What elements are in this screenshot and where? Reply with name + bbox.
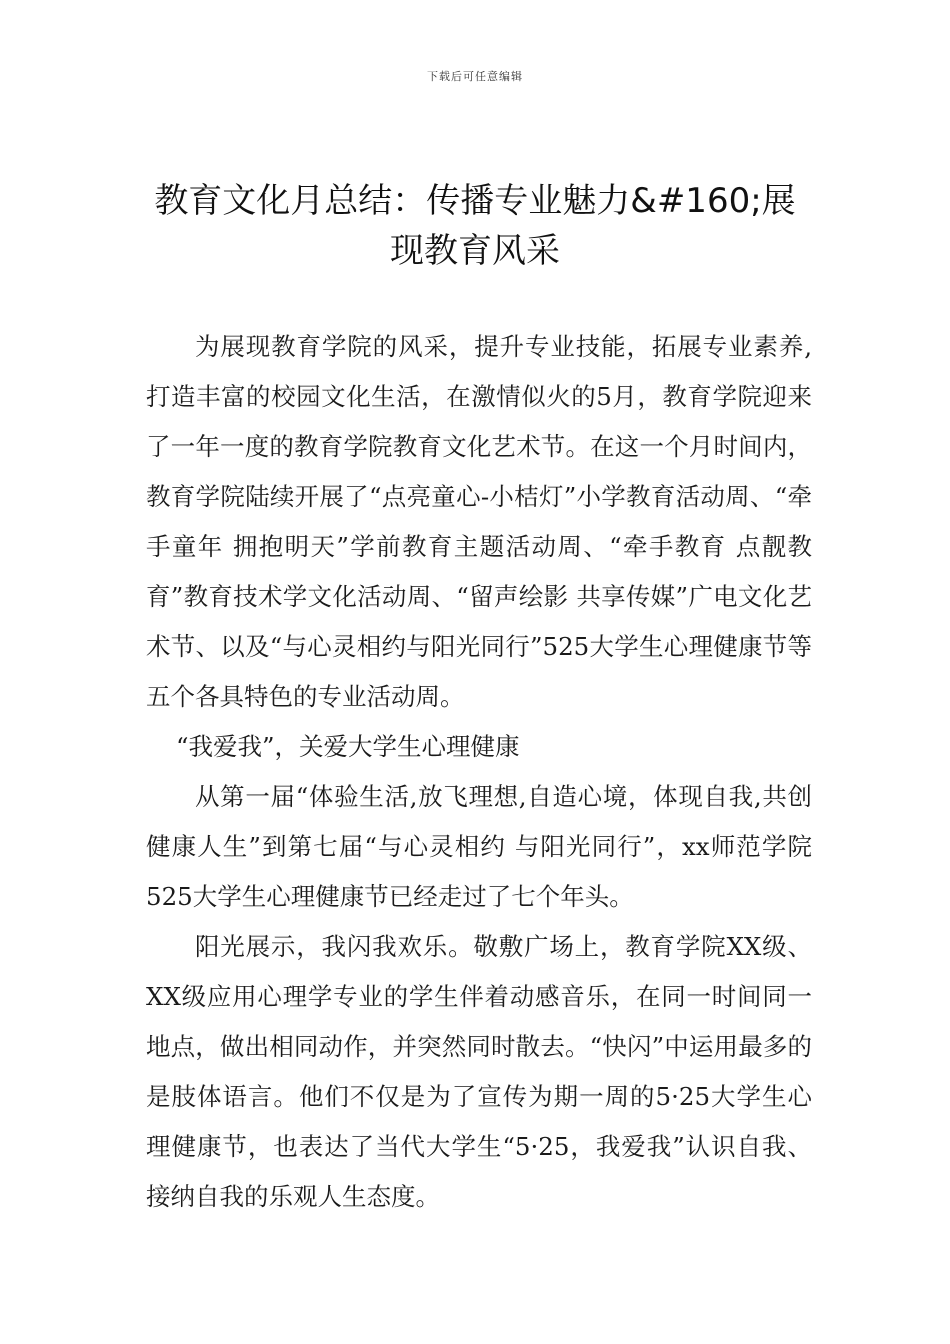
document-body [146,322,812,1222]
paragraph-flashmob: 阳光展示，我闪我欢乐。敬敷广场上，教育学院XX级、XX级应用心理学专业的学生伴着动感音乐，在同一时间同一地点，做出相同动作，并突然同时散去。“快闪”中运用最多的是肢体语言。他们不仅是为了宣传为期一周的5·25大学生心理健康节，也表达了当代大学生“5·25，我爱我”认识自我、接纳自我的乐观人生态度。 [146,932,812,1211]
document-title [140,176,810,276]
title-line-1: 教育文化月总结：传播专业魅力&#160;展 [154,181,796,221]
paragraph-history: 从第一届“体验生活,放飞理想,自造心境，体现自我,共创健康人生”到第七届“与心灵相约 与阳光同行”，xx师范学院525大学生心理健康节已经走过了七个年头。 [146,782,812,911]
header-note: 下载后可任意编辑 [427,70,523,83]
title-line-2: 现教育风采 [390,231,560,271]
paragraph-intro: 为展现教育学院的风采，提升专业技能，拓展专业素养,打造丰富的校园文化生活，在激情似火的5月，教育学院迎来了一年一度的教育学院教育文化艺术节。在这一个月时间内，教育学院陆续开展了“点亮童心-小桔灯”小学教育活动周、“牵手童年 拥抱明天”学前教育主题活动周、“牵手教育 点靓教育”教育技术学文化活动周、“留声绘影 共享传媒”广电文化艺术节、以及“与心灵相约与阳光同行”525大学生心理健康节等五个各具特色的专业活动周。 [146,332,812,711]
section-heading: “我爱我”，关爱大学生心理健康 [176,732,520,761]
